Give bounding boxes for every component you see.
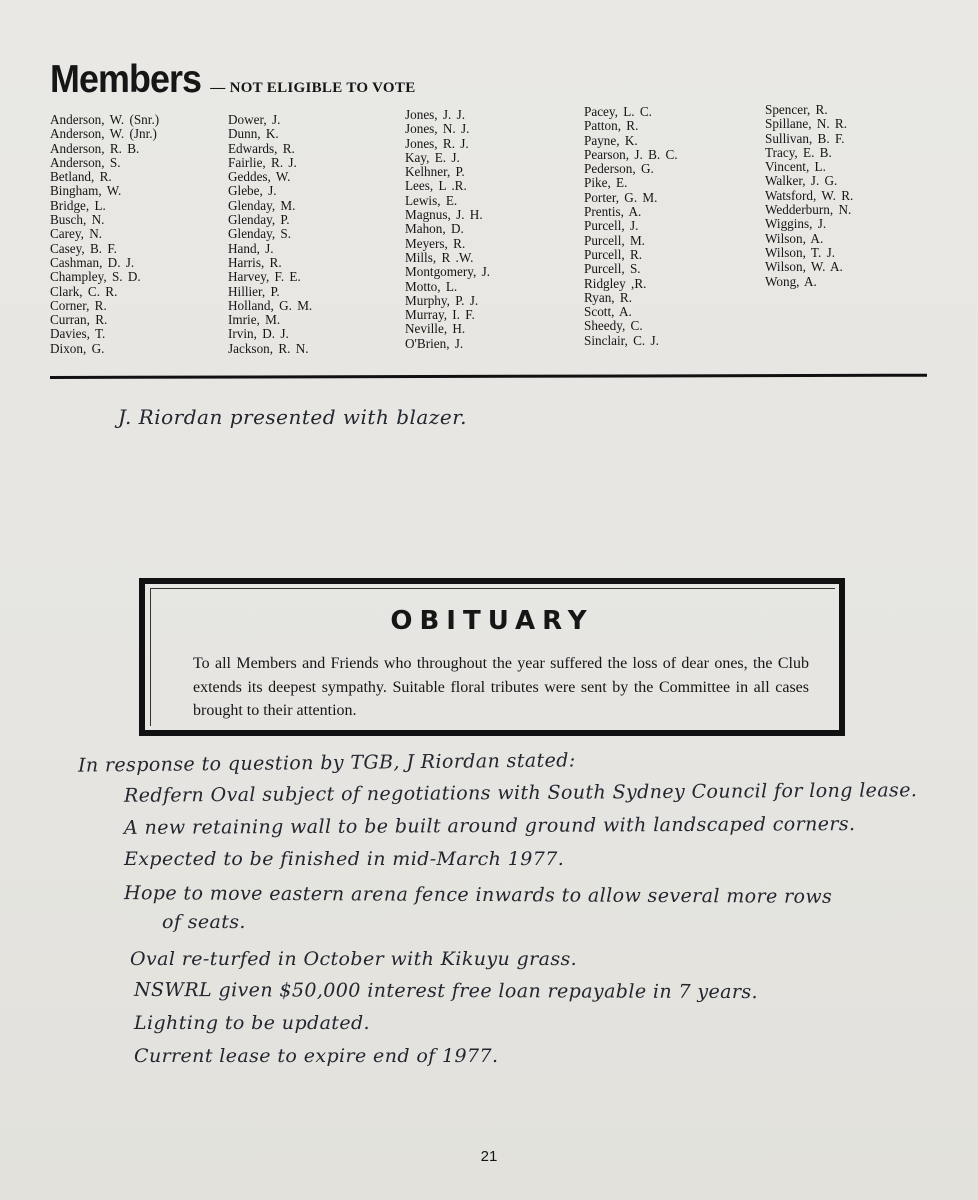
member-name: Carey, N. (50, 226, 103, 242)
member-name: Pacey, L. C. (584, 104, 652, 119)
member-name: Glebe, J. (228, 183, 277, 199)
member-name: Wilson, T. J. (765, 244, 836, 260)
handwritten-note-line: NSWRL given $50,000 interest free loan repayable in 7 years. (133, 978, 759, 1004)
member-name: Purcell, J. (584, 218, 639, 234)
page-number: 21 (480, 1148, 498, 1165)
section-divider (50, 374, 927, 379)
member-name: Wong, A. (765, 273, 817, 289)
members-column-5 (765, 103, 853, 289)
member-name: Walker, J. G. (765, 173, 838, 189)
member-name: Fairlie, R. J. (228, 154, 297, 170)
member-name: Holland, G. M. (228, 297, 313, 313)
member-name: Meyers, R. (405, 235, 466, 251)
member-name: Bridge, L. (50, 197, 106, 213)
member-name: Jones, R. J. (405, 135, 469, 151)
members-title: Members (50, 58, 202, 101)
member-name: Porter, G. M. (584, 189, 658, 205)
member-name: Spillane, N. R. (765, 116, 848, 132)
member-name: Murphy, P. J. (405, 292, 479, 308)
member-name: Dixon, G. (50, 340, 105, 356)
member-name: Harvey, F. E. (228, 269, 301, 285)
member-name: Prentis, A. (584, 204, 642, 220)
member-name: Sullivan, B. F. (765, 130, 845, 146)
member-name: Champley, S. D. (50, 269, 141, 285)
member-name: Magnus, J. H. (405, 207, 483, 223)
member-name: Glenday, P. (228, 212, 290, 228)
member-name: Pearson, J. B. C. (584, 146, 678, 162)
member-name: Ridgley ,R. (584, 275, 647, 291)
handwritten-note-line: Expected to be finished in mid-March 1977. (124, 848, 565, 870)
member-name: Kelhner, P. (405, 164, 465, 180)
member-name: Vincent, L. (765, 159, 826, 175)
member-name: Anderson, R. B. (50, 140, 140, 156)
member-name: Imrie, M. (228, 312, 281, 328)
member-name: Cashman, D. J. (50, 254, 135, 270)
member-name: Curran, R. (50, 312, 108, 328)
member-name: Dunn, K. (228, 126, 279, 142)
handwritten-note-line: Lighting to be updated. (134, 1012, 370, 1034)
member-name: Pike, E. (584, 175, 628, 191)
obituary-text: To all Members and Friends who throughout the year suffered the loss of dear ones, the Club extends its deepest sympathy. Suitable floral tributes were sent by the Committee in all cases brought to their attention. (193, 655, 809, 719)
member-name: Bingham, W. (50, 183, 122, 199)
member-name: Lees, L .R. (405, 178, 467, 194)
member-name: Mahon, D. (405, 221, 464, 237)
member-name: Hand, J. (228, 240, 274, 256)
handwritten-note-line: Oval re-turfed in October with Kikuyu grass. (130, 948, 578, 970)
handwritten-note-line: of seats. (162, 911, 246, 933)
member-name: Geddes, W. (228, 169, 291, 185)
member-name: Montgomery, J. (405, 264, 491, 280)
member-name: Corner, R. (50, 297, 107, 313)
members-heading (50, 58, 416, 102)
member-name: Casey, B. F. (50, 240, 117, 256)
member-name: Purcell, M. (584, 232, 645, 248)
member-name: Jones, N. J. (405, 121, 470, 137)
member-name: Harris, R. (228, 254, 282, 270)
member-name: Glenday, S. (228, 226, 292, 242)
member-name: Irvin, D. J. (228, 326, 289, 342)
member-name: Spencer, R. (765, 102, 828, 117)
member-name: Watsford, W. R. (765, 187, 854, 203)
member-name: Neville, H. (405, 321, 466, 337)
member-name: Wilson, A. (765, 230, 824, 246)
handwritten-note-line: Redfern Oval subject of negotiations with South Sydney Council for long lease. (123, 779, 918, 807)
member-name: Tracy, E. B. (765, 144, 832, 160)
member-name: Wilson, W. A. (765, 259, 843, 275)
member-name: Edwards, R. (228, 140, 295, 156)
handwritten-note-line: In response to question by TGB, J Riordan stated: (77, 749, 576, 777)
members-column-1 (50, 113, 159, 356)
member-name: Anderson, S. (50, 154, 121, 170)
members-column-3 (405, 108, 490, 351)
member-name: Purcell, S. (584, 261, 641, 277)
member-name: Pederson, G. (584, 161, 654, 177)
member-name: O'Brien, J. (405, 335, 464, 351)
member-name: Payne, K. (584, 132, 638, 148)
member-name: Davies, T. (50, 326, 106, 342)
member-name: Purcell, R. (584, 246, 643, 262)
member-name: Scott, A. (584, 304, 632, 320)
member-name: Murray, I. F. (405, 307, 475, 323)
member-name: Patton, R. (584, 118, 639, 134)
member-name: Jackson, R. N. (228, 340, 309, 356)
member-name: Anderson, W. (Snr.) (50, 112, 160, 127)
member-name: Jones, J. J. (405, 107, 466, 122)
member-name: Wedderburn, N. (765, 202, 852, 218)
obituary-box (139, 578, 845, 736)
handwritten-note-line: Hope to move eastern arena fence inwards to allow several more rows (123, 882, 833, 908)
member-name: Anderson, W. (Jnr.) (50, 126, 157, 142)
obituary-title: OBITUARY (390, 606, 594, 636)
members-column-2 (228, 113, 312, 356)
members-subtitle: — NOT ELIGIBLE TO VOTE (210, 80, 416, 96)
handwritten-note-line: A new retaining wall to be built around ground with landscaped corners. (123, 813, 856, 839)
members-column-4 (584, 105, 678, 348)
member-name: Wiggins, J. (765, 216, 827, 232)
member-name: Motto, L. (405, 278, 458, 294)
member-name: Busch, N. (50, 212, 105, 228)
member-name: Sheedy, C. (584, 318, 643, 334)
member-name: Kay, E. J. (405, 149, 460, 165)
handwritten-note-blazer: J. Riordan presented with blazer. (118, 405, 467, 429)
member-name: Dower, J. (228, 112, 281, 127)
handwritten-note-line: Current lease to expire end of 1977. (134, 1045, 499, 1067)
member-name: Clark, C. R. (50, 283, 118, 299)
member-name: Sinclair, C. J. (584, 332, 659, 348)
member-name: Glenday, M. (228, 197, 296, 213)
member-name: Lewis, E. (405, 192, 458, 208)
member-name: Ryan, R. (584, 289, 632, 305)
member-name: Hillier, P. (228, 283, 280, 299)
member-name: Mills, R .W. (405, 249, 474, 265)
member-name: Betland, R. (50, 169, 112, 185)
